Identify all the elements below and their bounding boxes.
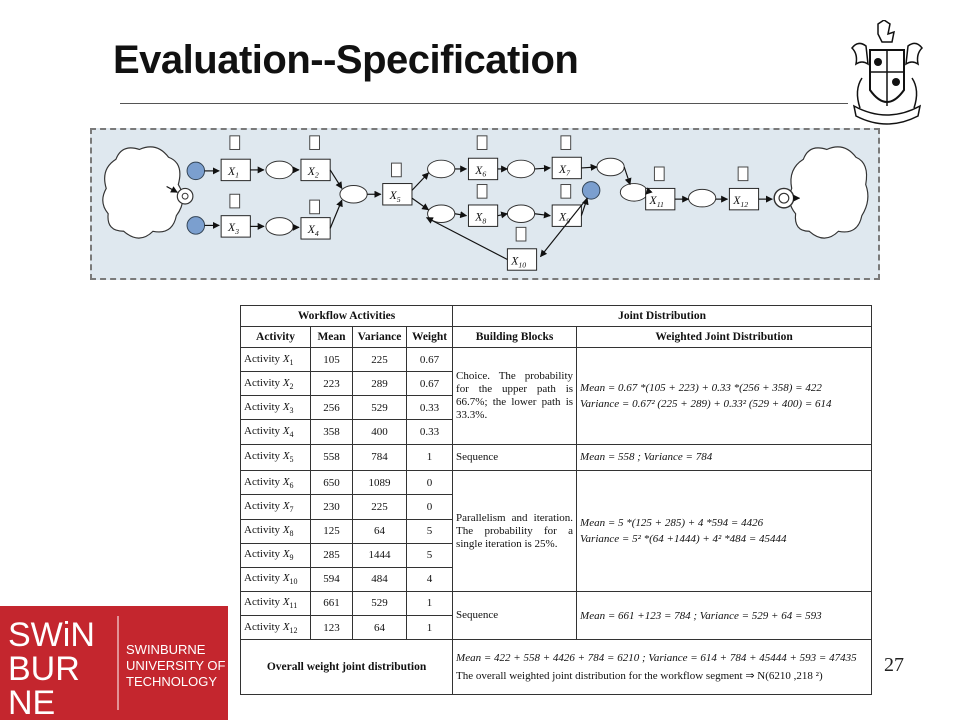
activity-cell: Activity $X_5$ bbox=[241, 444, 311, 471]
weight-cell: 0.33 bbox=[407, 396, 453, 420]
weight-cell: 0.33 bbox=[407, 420, 453, 444]
node-x8: $X_8$ bbox=[475, 210, 487, 226]
building-block-cell: Choice. The probability for the upper path is 66.7%; the lower path is 33.3%. bbox=[453, 348, 577, 445]
right-cloud bbox=[790, 147, 868, 238]
overall-mean-variance: Mean = 422 + 558 + 4426 + 784 = 6210 ; Variance = 614 + 784 + 45444 + 593 = 47435 bbox=[456, 652, 857, 665]
mean-cell: 223 bbox=[311, 372, 353, 396]
node-x7: $X_7$ bbox=[559, 162, 571, 178]
variance-cell: 1444 bbox=[353, 543, 407, 567]
variance-cell: 529 bbox=[353, 396, 407, 420]
variance-cell: 784 bbox=[353, 444, 407, 471]
variance-cell: 225 bbox=[353, 495, 407, 519]
weight-cell: 0.67 bbox=[407, 348, 453, 372]
variance-cell: 64 bbox=[353, 519, 407, 543]
building-block-cell: Sequence bbox=[453, 591, 577, 639]
workflow-diagram bbox=[90, 128, 880, 280]
svg-text:BUR: BUR bbox=[8, 650, 80, 688]
header-workflow-activities: Workflow Activities bbox=[241, 306, 453, 327]
node-x5: $X_5$ bbox=[389, 189, 401, 205]
activity-cell: Activity $X_1$ bbox=[241, 348, 311, 372]
variance-cell: 225 bbox=[353, 348, 407, 372]
building-block-cell: Sequence bbox=[453, 444, 577, 471]
evaluation-table bbox=[240, 305, 872, 695]
variance-cell: 1089 bbox=[353, 471, 407, 495]
mean-cell: 594 bbox=[311, 567, 353, 591]
node-x3: $X_3$ bbox=[227, 221, 239, 237]
node-x4: $X_4$ bbox=[307, 223, 319, 239]
mean-cell: 256 bbox=[311, 396, 353, 420]
activity-cell: Activity $X_{11}$ bbox=[241, 591, 311, 615]
mean-cell: 230 bbox=[311, 495, 353, 519]
svg-text:NE: NE bbox=[8, 684, 56, 720]
table-row bbox=[241, 444, 872, 471]
col-building-blocks: Building Blocks bbox=[453, 327, 577, 348]
svg-text:SWINBURNE: SWINBURNE bbox=[126, 642, 206, 657]
table-row bbox=[241, 591, 872, 615]
weighted-joint-cell bbox=[577, 348, 872, 445]
variance-cell: 529 bbox=[353, 591, 407, 615]
activity-cell: Activity $X_7$ bbox=[241, 495, 311, 519]
activity-cell: Activity $X_4$ bbox=[241, 420, 311, 444]
svg-text:SWiN: SWiN bbox=[8, 616, 95, 654]
weight-cell: 0 bbox=[407, 495, 453, 519]
node-x6: $X_6$ bbox=[475, 163, 487, 179]
node-x11: $X_{11}$ bbox=[649, 194, 664, 209]
weight-cell: 0 bbox=[407, 471, 453, 495]
activity-cell: Activity $X_{12}$ bbox=[241, 616, 311, 640]
weight-cell: 1 bbox=[407, 616, 453, 640]
weighted-joint-cell: Mean = 661 +123 = 784 ; Variance = 529 + 64 = 593 bbox=[577, 591, 872, 639]
node-x1: $X_1$ bbox=[227, 164, 239, 180]
weighted-variance: Variance = 5² *(64 +1444) + 4² *484 = 45444 bbox=[580, 533, 787, 546]
slide-title: Evaluation--Specification bbox=[113, 38, 579, 82]
activity-cell: Activity $X_9$ bbox=[241, 543, 311, 567]
mean-cell: 358 bbox=[311, 420, 353, 444]
col-weight: Weight bbox=[407, 327, 453, 348]
weighted-mean: Mean = 5 *(125 + 285) + 4 *594 = 4426 bbox=[580, 517, 764, 530]
variance-cell: 400 bbox=[353, 420, 407, 444]
overall-label: Overall weight joint distribution bbox=[241, 640, 453, 695]
activity-cell: Activity $X_2$ bbox=[241, 372, 311, 396]
weight-cell: 1 bbox=[407, 444, 453, 471]
weight-cell: 5 bbox=[407, 543, 453, 567]
activity-cell: Activity $X_{10}$ bbox=[241, 567, 311, 591]
table-row bbox=[241, 348, 872, 372]
header-joint-distribution: Joint Distribution bbox=[453, 306, 872, 327]
node-x9: $X_9$ bbox=[559, 210, 571, 226]
weighted-joint-cell bbox=[577, 471, 872, 592]
variance-cell: 64 bbox=[353, 616, 407, 640]
weighted-mean: Mean = 0.67 *(105 + 223) + 0.33 *(256 + 358) = 422 bbox=[580, 381, 822, 394]
university-crest-icon bbox=[848, 20, 926, 132]
variance-cell: 484 bbox=[353, 567, 407, 591]
title-divider bbox=[120, 103, 848, 104]
weight-cell: 1 bbox=[407, 591, 453, 615]
col-variance: Variance bbox=[353, 327, 407, 348]
mean-cell: 650 bbox=[311, 471, 353, 495]
table-row bbox=[241, 471, 872, 495]
page-number: 27 bbox=[884, 654, 904, 676]
activity-cell: Activity $X_6$ bbox=[241, 471, 311, 495]
weight-cell: 4 bbox=[407, 567, 453, 591]
mean-cell: 285 bbox=[311, 543, 353, 567]
node-x2: $X_2$ bbox=[307, 164, 319, 180]
weight-cell: 5 bbox=[407, 519, 453, 543]
mean-cell: 105 bbox=[311, 348, 353, 372]
swinburne-logo bbox=[0, 606, 228, 720]
svg-text:TECHNOLOGY: TECHNOLOGY bbox=[126, 674, 218, 689]
weighted-joint-cell: Mean = 558 ; Variance = 784 bbox=[577, 444, 872, 471]
variance-cell: 289 bbox=[353, 372, 407, 396]
overall-normal-distribution: The overall weighted joint distribution for the workflow segment ⇒ N(6210 ,218 ²) bbox=[456, 670, 823, 683]
col-mean: Mean bbox=[311, 327, 353, 348]
col-weighted-joint: Weighted Joint Distribution bbox=[577, 327, 872, 348]
mean-cell: 661 bbox=[311, 591, 353, 615]
activity-cell: Activity $X_8$ bbox=[241, 519, 311, 543]
weight-cell: 0.67 bbox=[407, 372, 453, 396]
node-x12: $X_{12}$ bbox=[733, 194, 749, 209]
node-x10: $X_{10}$ bbox=[511, 254, 527, 270]
col-activity: Activity bbox=[241, 327, 311, 348]
mean-cell: 123 bbox=[311, 616, 353, 640]
svg-text:UNIVERSITY OF: UNIVERSITY OF bbox=[126, 658, 226, 673]
mean-cell: 558 bbox=[311, 444, 353, 471]
mean-cell: 125 bbox=[311, 519, 353, 543]
building-block-cell: Parallelism and iteration. The probability for a single iteration is 25%. bbox=[453, 471, 577, 592]
overall-value bbox=[453, 640, 872, 695]
weighted-variance: Variance = 0.67² (225 + 289) + 0.33² (529 + 400) = 614 bbox=[580, 397, 832, 410]
activity-cell: Activity $X_3$ bbox=[241, 396, 311, 420]
left-cloud bbox=[103, 147, 183, 238]
